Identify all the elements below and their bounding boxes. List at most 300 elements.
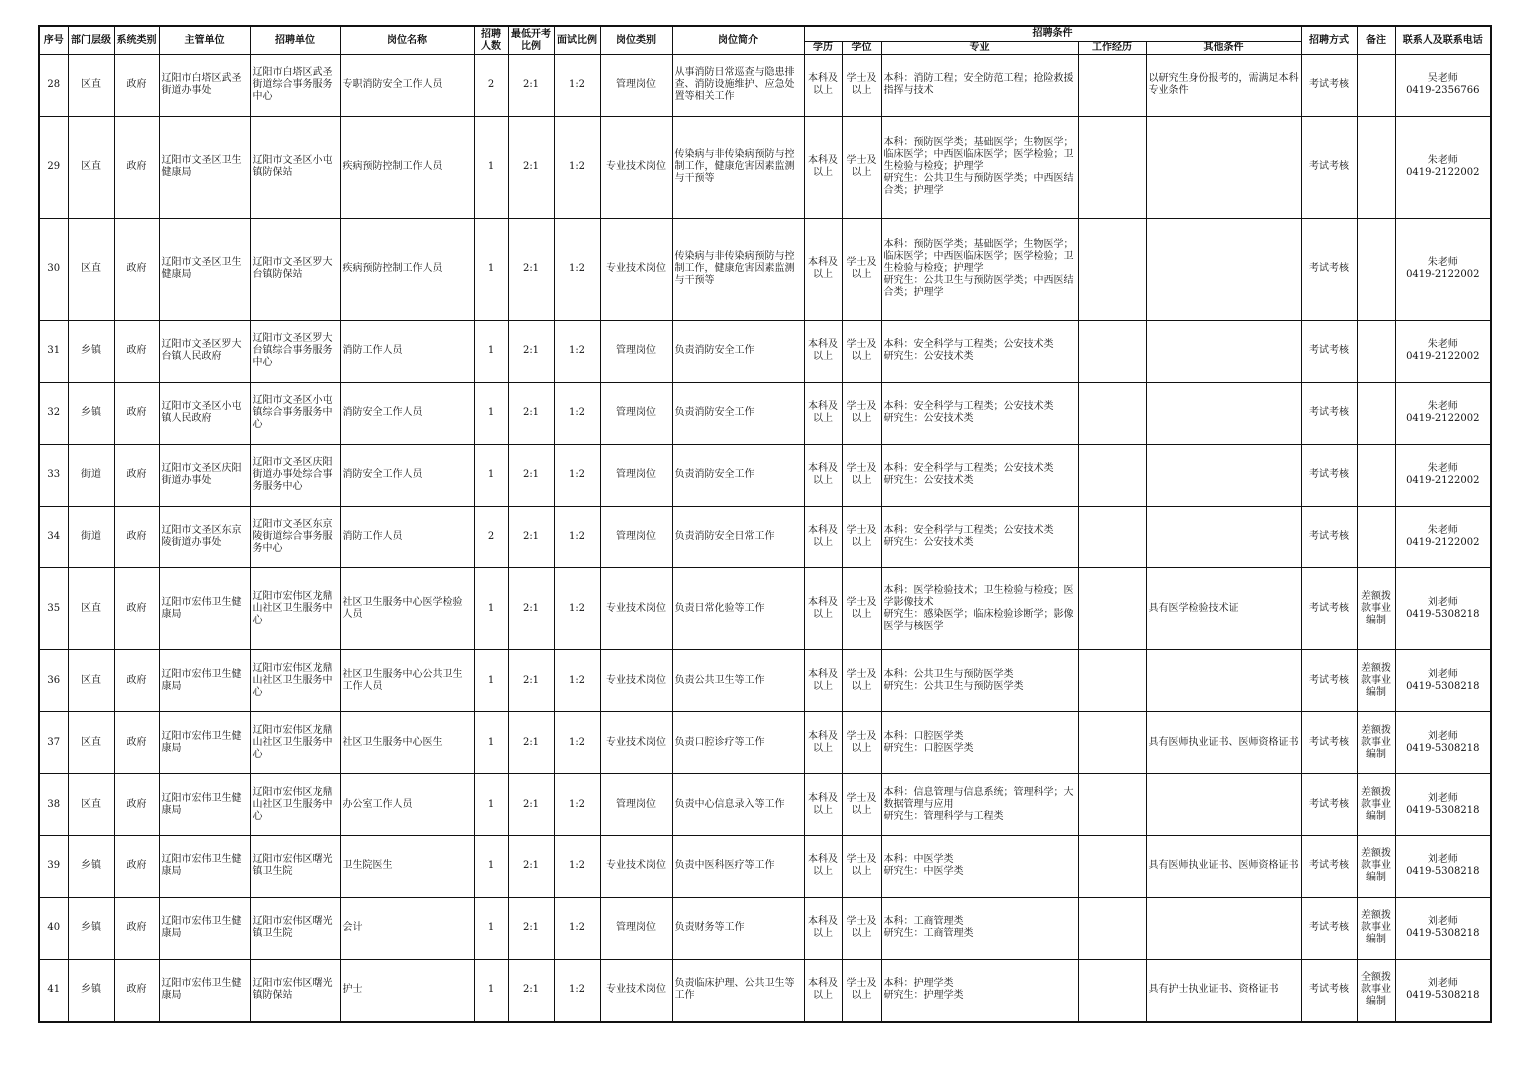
contact-cell	[1395, 712, 1491, 774]
major-cell	[881, 897, 1078, 959]
interview-ratio-cell: 1:2	[554, 568, 600, 650]
count-cell: 1	[474, 382, 508, 444]
dept-level-cell: 区直	[68, 712, 114, 774]
min-ratio-cell: 2:1	[508, 835, 554, 897]
table-row	[39, 382, 1491, 444]
position-cell: 办公室工作人员	[340, 774, 474, 836]
category-cell: 专业技术岗位	[600, 712, 672, 774]
contact-name: 刘老师	[1427, 792, 1458, 804]
degree-cell: 学士及以上	[842, 506, 881, 568]
education-cell: 本科及以上	[804, 382, 842, 444]
major-line: 本科：消防工程；安全防范工程；抢险救援指挥与技术	[883, 73, 1074, 97]
authority-cell: 辽阳市文圣区卫生健康局	[159, 116, 250, 218]
dept-level-cell: 区直	[68, 218, 114, 320]
contact-cell	[1395, 444, 1491, 506]
table-row	[39, 444, 1491, 506]
contact-cell	[1395, 959, 1491, 1022]
header-contact: 联系人及联系电话	[1395, 26, 1491, 55]
sys-type-cell: 政府	[114, 506, 159, 568]
header-other: 其他条件	[1146, 42, 1301, 55]
dept-level-cell: 乡镇	[68, 959, 114, 1022]
method-cell: 考试考核	[1301, 835, 1357, 897]
min-ratio-cell: 2:1	[508, 568, 554, 650]
employer-cell: 辽阳市宏伟区曙光镇卫生院	[250, 835, 340, 897]
method-cell: 考试考核	[1301, 444, 1357, 506]
employer-cell: 辽阳市宏伟区龙鼎山社区卫生服务中心	[250, 712, 340, 774]
contact-cell	[1395, 116, 1491, 218]
intro-cell: 负责公共卫生等工作	[672, 650, 804, 712]
contact-name: 朱老师	[1427, 257, 1458, 269]
header-employer: 招聘单位	[250, 26, 340, 55]
position-cell: 社区卫生服务中心医学检验人员	[340, 568, 474, 650]
seq-cell: 36	[39, 650, 68, 712]
seq-cell: 33	[39, 444, 68, 506]
education-cell: 本科及以上	[804, 712, 842, 774]
employer-cell: 辽阳市文圣区庆阳街道办事处综合事务服务中心	[250, 444, 340, 506]
employer-cell: 辽阳市文圣区东京陵街道综合事务服务中心	[250, 506, 340, 568]
position-cell: 消防工作人员	[340, 320, 474, 382]
major-cell	[881, 712, 1078, 774]
contact-cell	[1395, 320, 1491, 382]
employer-cell: 辽阳市宏伟区龙鼎山社区卫生服务中心	[250, 568, 340, 650]
interview-ratio-cell: 1:2	[554, 116, 600, 218]
major-cell	[881, 774, 1078, 836]
major-line: 本科：中医学类	[883, 854, 954, 866]
seq-cell: 29	[39, 116, 68, 218]
remarks-cell	[1357, 506, 1395, 568]
intro-cell: 负责临床护理、公共卫生等工作	[672, 959, 804, 1022]
sys-type-cell: 政府	[114, 568, 159, 650]
min-ratio-cell: 2:1	[508, 506, 554, 568]
dept-level-cell: 区直	[68, 568, 114, 650]
education-cell: 本科及以上	[804, 116, 842, 218]
min-ratio-cell: 2:1	[508, 320, 554, 382]
remarks-cell: 全额拨款事业编制	[1357, 959, 1395, 1022]
other-cell	[1146, 382, 1301, 444]
seq-cell: 37	[39, 712, 68, 774]
major-cell	[881, 506, 1078, 568]
seq-cell: 39	[39, 835, 68, 897]
dept-level-cell: 区直	[68, 774, 114, 836]
interview-ratio-cell: 1:2	[554, 774, 600, 836]
method-cell: 考试考核	[1301, 712, 1357, 774]
min-ratio-cell: 2:1	[508, 897, 554, 959]
employer-cell: 辽阳市宏伟区曙光镇防保站	[250, 959, 340, 1022]
authority-cell: 辽阳市文圣区罗大台镇人民政府	[159, 320, 250, 382]
authority-cell: 辽阳市宏伟卫生健康局	[159, 650, 250, 712]
other-cell	[1146, 320, 1301, 382]
min-ratio-cell: 2:1	[508, 116, 554, 218]
intro-cell: 负责消防安全工作	[672, 444, 804, 506]
interview-ratio-cell: 1:2	[554, 444, 600, 506]
education-cell: 本科及以上	[804, 568, 842, 650]
contact-phone: 0419-5308218	[1406, 990, 1480, 1002]
count-cell: 1	[474, 320, 508, 382]
seq-cell: 38	[39, 774, 68, 836]
intro-cell: 从事消防日常巡查与隐患排查、消防设施维护、应急处置等相关工作	[672, 55, 804, 117]
count-cell: 1	[474, 835, 508, 897]
contact-name: 刘老师	[1427, 854, 1458, 866]
dept-level-cell: 街道	[68, 506, 114, 568]
contact-name: 刘老师	[1427, 596, 1458, 608]
category-cell: 管理岗位	[600, 320, 672, 382]
position-cell: 社区卫生服务中心医生	[340, 712, 474, 774]
employer-cell: 辽阳市宏伟区龙鼎山社区卫生服务中心	[250, 774, 340, 836]
min-ratio-cell: 2:1	[508, 774, 554, 836]
header-major: 专业	[881, 42, 1078, 55]
interview-ratio-cell: 1:2	[554, 835, 600, 897]
experience-cell	[1078, 959, 1146, 1022]
table-row	[39, 568, 1491, 650]
employer-cell: 辽阳市文圣区罗大台镇防保站	[250, 218, 340, 320]
employer-cell: 辽阳市宏伟区龙鼎山社区卫生服务中心	[250, 650, 340, 712]
interview-ratio-cell: 1:2	[554, 959, 600, 1022]
sys-type-cell: 政府	[114, 55, 159, 117]
experience-cell	[1078, 116, 1146, 218]
major-line: 本科：信息管理与信息系统；管理科学；大数据管理与应用	[883, 786, 1074, 810]
remarks-cell: 差额拨款事业编制	[1357, 897, 1395, 959]
major-cell	[881, 382, 1078, 444]
contact-cell	[1395, 506, 1491, 568]
contact-name: 朱老师	[1427, 339, 1458, 351]
dept-level-cell: 区直	[68, 116, 114, 218]
dept-level-cell: 区直	[68, 55, 114, 117]
experience-cell	[1078, 506, 1146, 568]
education-cell: 本科及以上	[804, 774, 842, 836]
category-cell: 专业技术岗位	[600, 568, 672, 650]
experience-cell	[1078, 835, 1146, 897]
method-cell: 考试考核	[1301, 382, 1357, 444]
position-cell: 消防工作人员	[340, 506, 474, 568]
seq-cell: 34	[39, 506, 68, 568]
category-cell: 管理岗位	[600, 897, 672, 959]
degree-cell: 学士及以上	[842, 774, 881, 836]
header-row-1	[39, 26, 1491, 42]
employer-cell: 辽阳市文圣区小屯镇防保站	[250, 116, 340, 218]
authority-cell: 辽阳市文圣区东京陵街道办事处	[159, 506, 250, 568]
major-line: 研究生：公共卫生与预防医学类；中西医结合类；护理学	[883, 173, 1074, 197]
intro-cell: 负责消防安全工作	[672, 320, 804, 382]
sys-type-cell: 政府	[114, 959, 159, 1022]
table-row	[39, 55, 1491, 117]
seq-cell: 35	[39, 568, 68, 650]
experience-cell	[1078, 712, 1146, 774]
count-cell: 1	[474, 897, 508, 959]
other-cell	[1146, 774, 1301, 836]
contact-name: 朱老师	[1427, 524, 1458, 536]
degree-cell: 学士及以上	[842, 959, 881, 1022]
header-conditions: 招聘条件	[804, 26, 1301, 42]
education-cell: 本科及以上	[804, 218, 842, 320]
count-cell: 1	[474, 774, 508, 836]
method-cell: 考试考核	[1301, 959, 1357, 1022]
major-line: 本科：预防医学类；基础医学；生物医学；临床医学；中西医临床医学；医学检验；卫生检验与检疫；护理学	[883, 239, 1074, 275]
count-cell: 1	[474, 712, 508, 774]
authority-cell: 辽阳市宏伟卫生健康局	[159, 774, 250, 836]
contact-cell	[1395, 650, 1491, 712]
interview-ratio-cell: 1:2	[554, 650, 600, 712]
experience-cell	[1078, 320, 1146, 382]
method-cell: 考试考核	[1301, 650, 1357, 712]
interview-ratio-cell: 1:2	[554, 712, 600, 774]
method-cell: 考试考核	[1301, 568, 1357, 650]
table-row	[39, 506, 1491, 568]
other-cell	[1146, 650, 1301, 712]
dept-level-cell: 乡镇	[68, 320, 114, 382]
header-sys-type: 系统类别	[114, 26, 159, 55]
other-cell	[1146, 444, 1301, 506]
seq-cell: 28	[39, 55, 68, 117]
employer-cell: 辽阳市白塔区武圣街道综合事务服务中心	[250, 55, 340, 117]
education-cell: 本科及以上	[804, 835, 842, 897]
table-row	[39, 650, 1491, 712]
degree-cell: 学士及以上	[842, 568, 881, 650]
category-cell: 管理岗位	[600, 506, 672, 568]
experience-cell	[1078, 650, 1146, 712]
contact-phone: 0419-2122002	[1406, 475, 1480, 487]
major-line: 本科：公共卫生与预防医学类	[883, 668, 1014, 680]
contact-phone: 0419-2122002	[1406, 269, 1480, 281]
header-interview-ratio: 面试比例	[554, 26, 600, 55]
sys-type-cell: 政府	[114, 116, 159, 218]
count-cell: 1	[474, 116, 508, 218]
contact-phone: 0419-5308218	[1406, 804, 1480, 816]
position-cell: 消防安全工作人员	[340, 444, 474, 506]
position-cell: 社区卫生服务中心公共卫生工作人员	[340, 650, 474, 712]
seq-cell: 30	[39, 218, 68, 320]
category-cell: 专业技术岗位	[600, 650, 672, 712]
experience-cell	[1078, 774, 1146, 836]
contact-name: 朱老师	[1427, 463, 1458, 475]
experience-cell	[1078, 897, 1146, 959]
degree-cell: 学士及以上	[842, 320, 881, 382]
interview-ratio-cell: 1:2	[554, 382, 600, 444]
experience-cell	[1078, 218, 1146, 320]
table-row	[39, 774, 1491, 836]
authority-cell: 辽阳市白塔区武圣街道办事处	[159, 55, 250, 117]
contact-phone: 0419-5308218	[1406, 608, 1480, 620]
min-ratio-cell: 2:1	[508, 959, 554, 1022]
major-line: 研究生：公安技术类	[883, 351, 974, 363]
category-cell: 专业技术岗位	[600, 959, 672, 1022]
interview-ratio-cell: 1:2	[554, 506, 600, 568]
method-cell: 考试考核	[1301, 116, 1357, 218]
intro-cell: 传染病与非传染病预防与控制工作，健康危害因素监测与干预等	[672, 116, 804, 218]
education-cell: 本科及以上	[804, 506, 842, 568]
intro-cell: 负责口腔诊疗等工作	[672, 712, 804, 774]
authority-cell: 辽阳市宏伟卫生健康局	[159, 959, 250, 1022]
dept-level-cell: 区直	[68, 650, 114, 712]
experience-cell	[1078, 568, 1146, 650]
intro-cell: 负责财务等工作	[672, 897, 804, 959]
count-cell: 1	[474, 218, 508, 320]
header-min-ratio: 最低开考比例	[508, 26, 554, 55]
authority-cell: 辽阳市文圣区卫生健康局	[159, 218, 250, 320]
other-cell	[1146, 116, 1301, 218]
contact-cell	[1395, 218, 1491, 320]
position-cell: 会计	[340, 897, 474, 959]
major-line: 研究生：公共卫生与预防医学类；中西医结合类；护理学	[883, 275, 1074, 299]
other-cell: 以研究生身份报考的，需满足本科专业条件	[1146, 55, 1301, 117]
seq-cell: 32	[39, 382, 68, 444]
remarks-cell: 差额拨款事业编制	[1357, 650, 1395, 712]
table-row	[39, 320, 1491, 382]
major-line: 研究生：公安技术类	[883, 413, 974, 425]
other-cell: 具有护士执业证书、资格证书	[1146, 959, 1301, 1022]
major-line: 本科：安全科学与工程类；公安技术类	[883, 401, 1054, 413]
table-row	[39, 116, 1491, 218]
major-cell	[881, 650, 1078, 712]
contact-cell	[1395, 835, 1491, 897]
authority-cell: 辽阳市宏伟卫生健康局	[159, 712, 250, 774]
degree-cell: 学士及以上	[842, 835, 881, 897]
remarks-cell: 差额拨款事业编制	[1357, 774, 1395, 836]
contact-phone: 0419-5308218	[1406, 742, 1480, 754]
count-cell: 1	[474, 959, 508, 1022]
major-cell	[881, 444, 1078, 506]
major-line: 研究生：公安技术类	[883, 536, 974, 548]
category-cell: 管理岗位	[600, 55, 672, 117]
authority-cell: 辽阳市文圣区庆阳街道办事处	[159, 444, 250, 506]
method-cell: 考试考核	[1301, 774, 1357, 836]
interview-ratio-cell: 1:2	[554, 55, 600, 117]
employer-cell: 辽阳市文圣区小屯镇综合事务服务中心	[250, 382, 340, 444]
education-cell: 本科及以上	[804, 55, 842, 117]
seq-cell: 31	[39, 320, 68, 382]
intro-cell: 负责日常化验等工作	[672, 568, 804, 650]
remarks-cell: 差额拨款事业编制	[1357, 835, 1395, 897]
recruitment-table	[38, 25, 1492, 1023]
contact-cell	[1395, 774, 1491, 836]
min-ratio-cell: 2:1	[508, 382, 554, 444]
education-cell: 本科及以上	[804, 650, 842, 712]
authority-cell: 辽阳市宏伟卫生健康局	[159, 568, 250, 650]
min-ratio-cell: 2:1	[508, 218, 554, 320]
degree-cell: 学士及以上	[842, 116, 881, 218]
contact-name: 刘老师	[1427, 668, 1458, 680]
table-row	[39, 712, 1491, 774]
interview-ratio-cell: 1:2	[554, 218, 600, 320]
degree-cell: 学士及以上	[842, 712, 881, 774]
header-dept-level: 部门层级	[68, 26, 114, 55]
contact-phone: 0419-2122002	[1406, 351, 1480, 363]
degree-cell: 学士及以上	[842, 897, 881, 959]
remarks-cell: 差额拨款事业编制	[1357, 568, 1395, 650]
degree-cell: 学士及以上	[842, 218, 881, 320]
contact-cell	[1395, 382, 1491, 444]
employer-cell: 辽阳市文圣区罗大台镇综合事务服务中心	[250, 320, 340, 382]
header-category: 岗位类别	[600, 26, 672, 55]
table-row	[39, 835, 1491, 897]
contact-name: 朱老师	[1427, 155, 1458, 167]
major-cell	[881, 218, 1078, 320]
education-cell: 本科及以上	[804, 897, 842, 959]
major-cell	[881, 835, 1078, 897]
contact-phone: 0419-2356766	[1406, 85, 1480, 97]
category-cell: 专业技术岗位	[600, 116, 672, 218]
header-count: 招聘人数	[474, 26, 508, 55]
position-cell: 专职消防安全工作人员	[340, 55, 474, 117]
method-cell: 考试考核	[1301, 320, 1357, 382]
other-cell	[1146, 218, 1301, 320]
contact-name: 朱老师	[1427, 401, 1458, 413]
education-cell: 本科及以上	[804, 444, 842, 506]
remarks-cell	[1357, 116, 1395, 218]
major-cell	[881, 116, 1078, 218]
header-position: 岗位名称	[340, 26, 474, 55]
sys-type-cell: 政府	[114, 382, 159, 444]
min-ratio-cell: 2:1	[508, 650, 554, 712]
interview-ratio-cell: 1:2	[554, 897, 600, 959]
category-cell: 管理岗位	[600, 444, 672, 506]
seq-cell: 40	[39, 897, 68, 959]
method-cell: 考试考核	[1301, 218, 1357, 320]
sys-type-cell: 政府	[114, 897, 159, 959]
position-cell: 消防安全工作人员	[340, 382, 474, 444]
count-cell: 2	[474, 506, 508, 568]
intro-cell: 负责中心信息录入等工作	[672, 774, 804, 836]
table-row	[39, 897, 1491, 959]
count-cell: 1	[474, 568, 508, 650]
degree-cell: 学士及以上	[842, 55, 881, 117]
degree-cell: 学士及以上	[842, 650, 881, 712]
seq-cell: 41	[39, 959, 68, 1022]
education-cell: 本科及以上	[804, 959, 842, 1022]
contact-name: 刘老师	[1427, 978, 1458, 990]
position-cell: 护士	[340, 959, 474, 1022]
employer-cell: 辽阳市宏伟区曙光镇卫生院	[250, 897, 340, 959]
major-line: 本科：预防医学类；基础医学；生物医学；临床医学；中西医临床医学；医学检验；卫生检验与检疫；护理学	[883, 137, 1074, 173]
sys-type-cell: 政府	[114, 712, 159, 774]
remarks-cell	[1357, 320, 1395, 382]
other-cell: 具有医学检验技术证	[1146, 568, 1301, 650]
header-degree: 学位	[842, 42, 881, 55]
experience-cell	[1078, 382, 1146, 444]
contact-name: 吴老师	[1427, 73, 1458, 85]
major-line: 研究生：公共卫生与预防医学类	[883, 680, 1024, 692]
intro-cell: 传染病与非传染病预防与控制工作，健康危害因素监测与干预等	[672, 218, 804, 320]
position-cell: 疾病预防控制工作人员	[340, 218, 474, 320]
major-line: 本科：工商管理类	[883, 916, 964, 928]
contact-phone: 0419-2122002	[1406, 167, 1480, 179]
category-cell: 管理岗位	[600, 382, 672, 444]
count-cell: 1	[474, 650, 508, 712]
sys-type-cell: 政府	[114, 218, 159, 320]
intro-cell: 负责消防安全日常工作	[672, 506, 804, 568]
category-cell: 专业技术岗位	[600, 835, 672, 897]
contact-cell	[1395, 55, 1491, 117]
sys-type-cell: 政府	[114, 444, 159, 506]
major-line: 本科：安全科学与工程类；公安技术类	[883, 463, 1054, 475]
count-cell: 1	[474, 444, 508, 506]
method-cell: 考试考核	[1301, 506, 1357, 568]
dept-level-cell: 街道	[68, 444, 114, 506]
major-line: 本科：医学检验技术；卫生检验与检疫；医学影像技术	[883, 584, 1074, 608]
contact-phone: 0419-5308218	[1406, 928, 1480, 940]
contact-phone: 0419-5308218	[1406, 680, 1480, 692]
major-cell	[881, 320, 1078, 382]
header-experience: 工作经历	[1078, 42, 1146, 55]
remarks-cell	[1357, 382, 1395, 444]
other-cell: 具有医师执业证书、医师资格证书	[1146, 835, 1301, 897]
major-cell	[881, 959, 1078, 1022]
table-row	[39, 218, 1491, 320]
category-cell: 管理岗位	[600, 774, 672, 836]
major-line: 本科：安全科学与工程类；公安技术类	[883, 524, 1054, 536]
other-cell: 具有医师执业证书、医师资格证书	[1146, 712, 1301, 774]
interview-ratio-cell: 1:2	[554, 320, 600, 382]
major-line: 本科：护理学类	[883, 978, 954, 990]
